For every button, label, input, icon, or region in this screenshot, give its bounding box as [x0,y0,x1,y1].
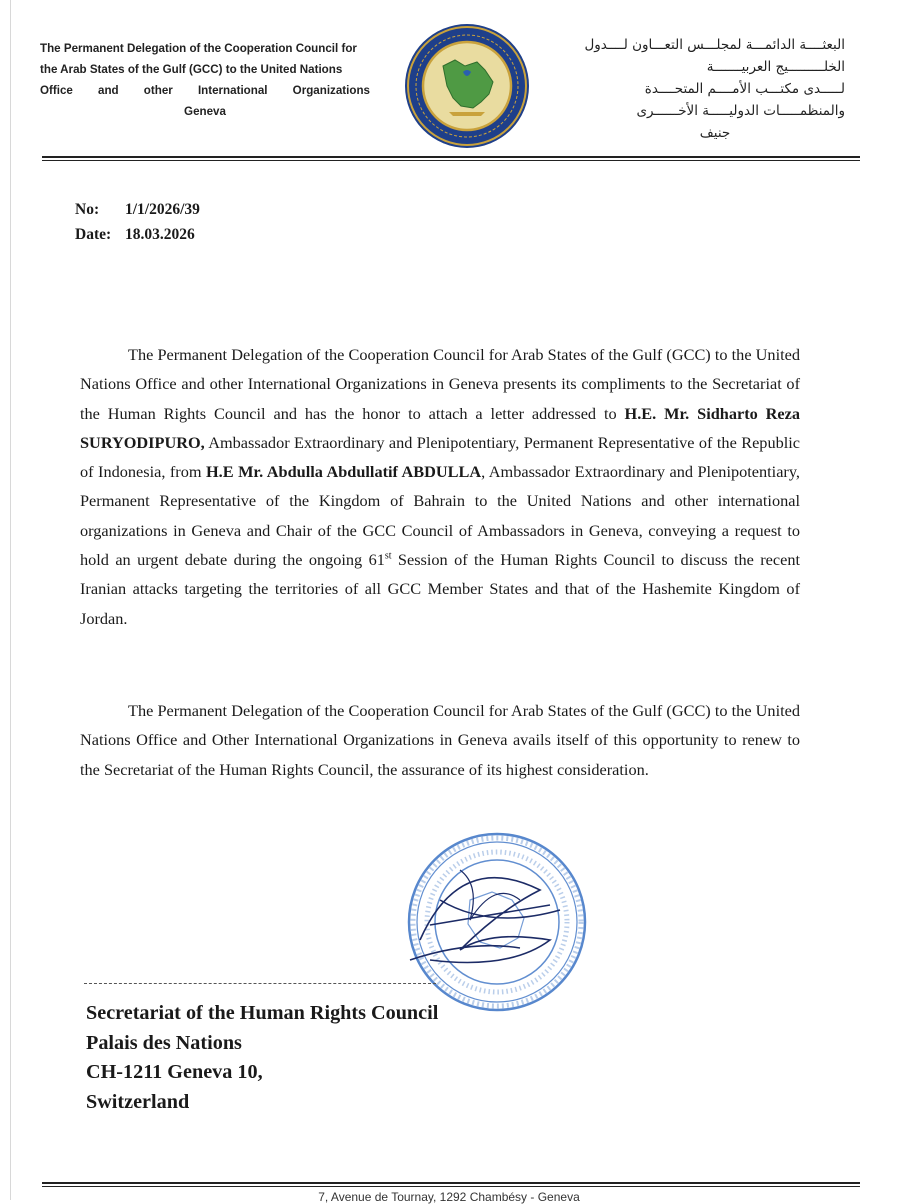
footer-divider-thin [42,1186,860,1187]
address-line-2: Palais des Nations [86,1031,242,1054]
letterhead-en-line-2: the Arab States of the Gulf (GCC) to the United Nations [40,63,343,76]
footer-divider [42,1182,860,1184]
letterhead-en-line-1: The Permanent Delegation of the Cooperation Council for [40,42,357,55]
reference-number-value: 1/1/2026/39 [125,201,200,218]
letterhead-ar-line-4: والمنظمـــــات الدوليـــــة الأخــــــرى [636,103,845,119]
letterhead-en-line-3 [40,80,370,101]
letterhead-arabic [545,34,845,144]
reference-number [75,197,200,223]
recipient-address [86,999,438,1117]
letterhead-ar-line-2: الخلـــــــــيج العربيـــــــة [706,59,845,75]
body-text: Session of the Human Rights Council to discuss the recent Iranian attacks targeting the territories of all GCC Member States and that of the Hashemite Kingdom of Jordan. [80,550,801,628]
letterhead-ar-line-1: البعثــــة الدائمـــة لمجلـــس التعـــاون لــــدول [584,37,845,53]
letterhead-english [40,38,370,122]
addressee-name-part: H.E. Mr. Sidharto Reza [624,403,801,423]
addressee-surname: SURYODIPURO, [80,432,205,452]
ordinal-suffix: st [384,550,392,562]
address-divider [84,983,436,984]
body-text: The Permanent Delegation of the Cooperation Council for Arab States of the Gulf (GCC) to the United Nations Office and other International Organizations in Geneva presents its compliments to the Secretariat of the Human Rights Council and has the honor to attach a letter addressed to [80,345,800,423]
sender-name: H.E Mr. Abdulla Abdullatif ABDULLA [206,462,482,482]
body-text: , Ambassador Extraordinary and Plenipotentiary, Permanent Representative of the Kingdom of Bahrain to the United Nations and other international organizations in Geneva and Chair of the GCC Council of Ambassadors in Geneva, conveying a request to hold an urgent debate during the ongoing 61 [80,462,800,570]
official-seal-stamp-icon [400,830,590,1020]
address-line-4: Switzerland [86,1090,190,1113]
header-divider [42,156,860,158]
reference-date-value: 18.03.2026 [125,226,195,243]
letterhead-en-word: Organizations [292,84,370,97]
letterhead-en-word: other [143,84,173,97]
body-paragraph-1 [80,340,800,633]
address-line-1: Secretariat of the Human Rights Council [86,1002,439,1024]
letterhead-ar-line-3: لـــــدى مكتـــب الأمــــم المتحــــدة [644,81,845,97]
body-paragraph-2: The Permanent Delegation of the Cooperation Council for Arab States of the Gulf (GCC) to the United Nations Office and Other International Organizations in Geneva avails itself of this opportunity to renew to the Secretariat of the Human Rights Council, the assurance of its highest consideration. [80,701,800,779]
letterhead-en-word: International [197,84,268,97]
reference-date-label: Date: [75,226,112,243]
gcc-emblem-icon [403,22,531,150]
header-divider-thin [42,160,860,161]
letterhead-en-word: and [98,84,119,97]
letterhead-en-word: Office [40,84,73,97]
letterhead-en-line-4: Geneva [184,105,226,118]
reference-number-label: No: [75,201,100,218]
reference-date [75,222,195,248]
letterhead-ar-line-5: جنيف [699,125,731,141]
address-line-3: CH-1211 Geneva 10, [86,1061,263,1083]
body-text: Ambassador Extraordinary and Plenipotentiary, Permanent Representative of the Republic of Indonesia, from [80,432,800,482]
page-left-edge [10,0,11,1200]
footer-address: 7, Avenue de Tournay, 1292 Chambésy - Geneva [318,1190,580,1204]
